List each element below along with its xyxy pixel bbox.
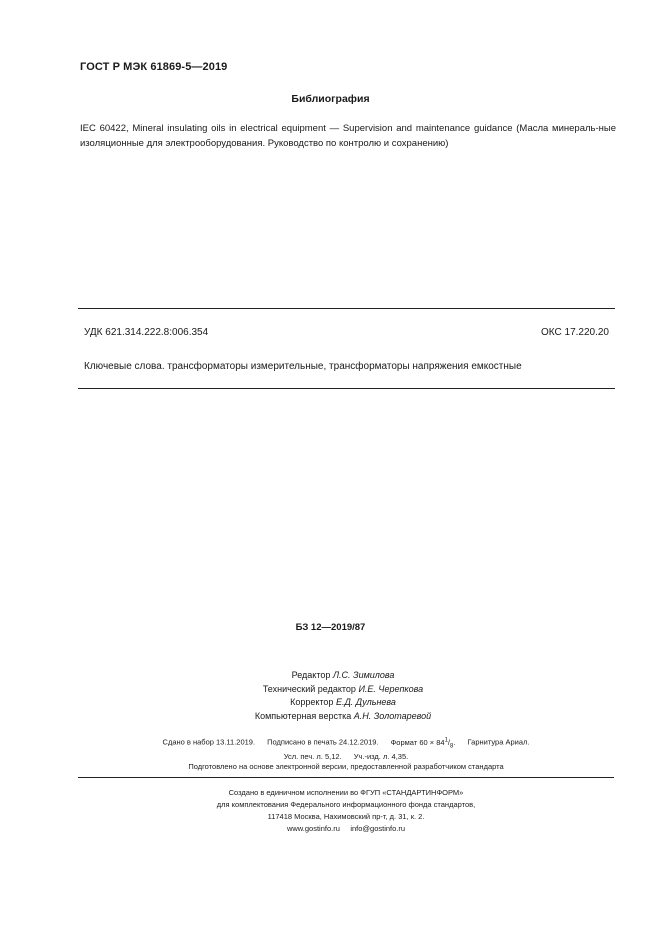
bz-number: БЗ 12—2019/87 (295, 622, 366, 633)
publisher-footer (0, 787, 661, 835)
bibliography-entry: IEC 60422, Mineral insulating oils in electrical equipment — Supervision and maintenance guidance (Масла минераль-ные изоляционные для электрооборудования. Руководство по контролю и сохранению) (80, 123, 616, 149)
prepared-note: Подготовлено на основе электронной версии, предоставленной разработчиком стандарта (188, 762, 504, 771)
credit-proofreader (0, 696, 661, 710)
udk-code: УДК 621.314.222.8:006.354 (84, 327, 209, 338)
oks-code: ОКС 17.220.20 (541, 327, 609, 338)
signed-date: Подписано в печать 24.12.2019. (267, 737, 379, 747)
font-info: Гарнитура Ариал. (467, 737, 530, 747)
footer-line-1: Создано в единичном исполнении во ФГУП «СТАНДАРТИНФОРМ» (228, 788, 464, 797)
edition-sheets: Уч.-изд. л. 4,35. (353, 751, 409, 761)
divider-top (78, 308, 615, 309)
credit-editor (0, 669, 661, 683)
editor-name: Л.С. Зимилова (332, 670, 395, 680)
divider-bottom (78, 777, 614, 778)
format-numerator: 1 (444, 737, 448, 743)
pubinfo-line-2 (0, 752, 661, 763)
website-link[interactable]: www.gostinfo.ru (286, 824, 340, 833)
email-link[interactable]: info@gostinfo.ru (350, 824, 406, 833)
publication-info (0, 735, 661, 773)
format-info: Формат $60 \times 84^1/_8$. (390, 737, 456, 749)
keywords-line: Ключевые слова. трансформаторы измерительные, трансформаторы напряжения емкостные (84, 361, 522, 372)
credit-tech-editor (0, 683, 661, 697)
divider-middle (78, 388, 615, 389)
footer-line-3: 117418 Москва, Нахимовский пр-т, д. 31, к. 2. (267, 812, 425, 821)
proofreader-name: Е.Д. Дульнева (335, 697, 396, 707)
print-sheets: Усл. печ. л. 5,12. (283, 751, 342, 761)
pubinfo-line-1 (0, 735, 661, 752)
format-prefix: Формат 60 × 84 (390, 737, 445, 747)
tech-editor-name: И.Е. Черепкова (358, 683, 424, 694)
proofreader-label: Корректор (290, 697, 334, 707)
layout-label: Компьютерная верстка (254, 710, 352, 721)
standard-header: ГОСТ Р МЭК 61869-5—2019 (80, 61, 228, 73)
footer-line-2: для комплектования Федерального информационного фонда стандартов, (216, 800, 476, 809)
format-denominator: 8 (450, 743, 454, 749)
submitted-date: Сдано в набор 13.11.2019. (162, 737, 256, 747)
footer-line-4 (0, 823, 661, 835)
credits-block (0, 669, 661, 723)
editor-label: Редактор (291, 670, 331, 680)
bibliography-title: Библиография (291, 93, 370, 105)
layout-name: А.Н. Золотаревой (353, 710, 432, 721)
credit-layout (0, 710, 661, 724)
tech-editor-label: Технический редактор (262, 683, 356, 694)
